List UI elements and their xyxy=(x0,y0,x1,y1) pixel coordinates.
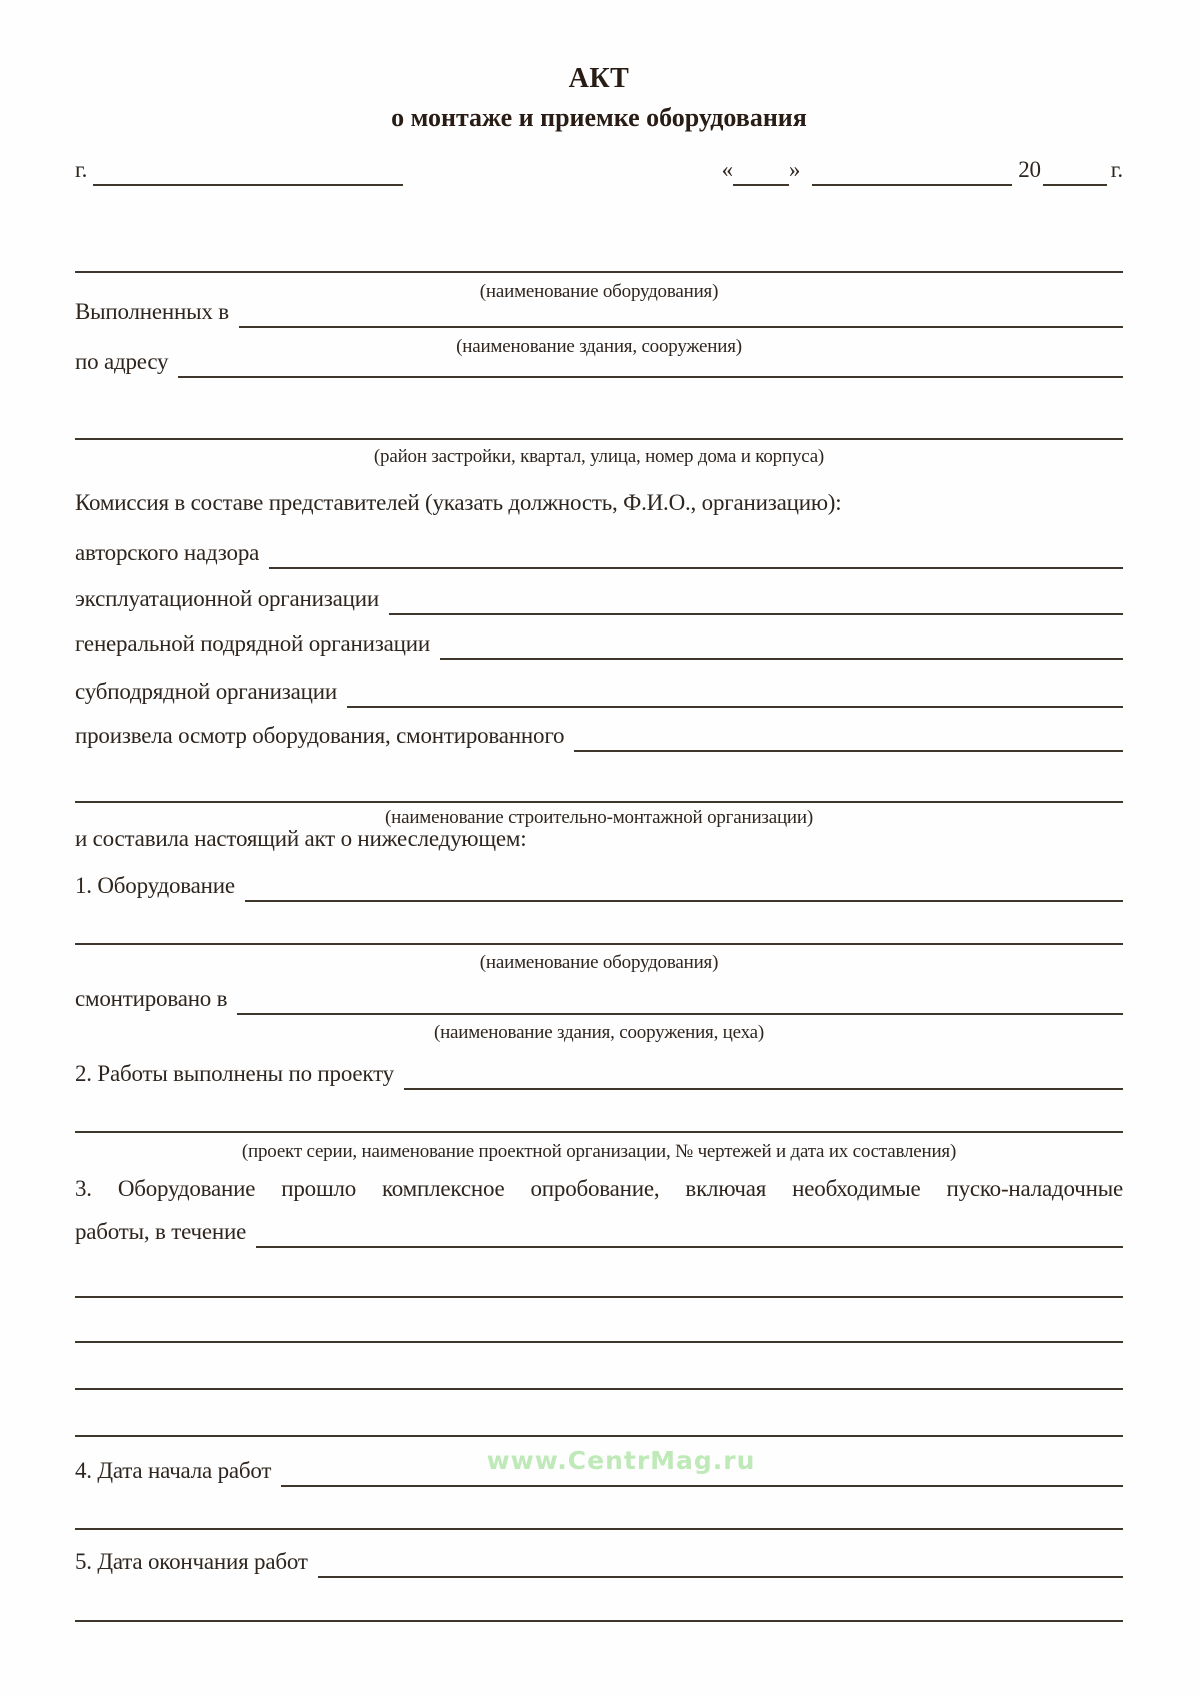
blank-end-date[interactable] xyxy=(318,1546,1123,1578)
blank-year[interactable] xyxy=(1043,154,1107,186)
author-supervision-label: авторского надзора xyxy=(75,540,260,565)
item1-row xyxy=(75,870,1123,902)
performed-in-label: Выполненных в xyxy=(75,299,229,324)
mounted-in-row xyxy=(75,983,1123,1015)
item5-label: 5. Дата окончания работ xyxy=(75,1549,308,1574)
item2-row xyxy=(75,1058,1123,1090)
quote-close: » xyxy=(788,157,801,182)
year-prefix: 20 xyxy=(1018,157,1041,182)
item2-label: 2. Работы выполнены по проекту xyxy=(75,1061,394,1086)
blank-building-name[interactable] xyxy=(239,296,1123,328)
item4-label: 4. Дата начала работ xyxy=(75,1458,272,1483)
blank-item1-equipment[interactable] xyxy=(245,870,1123,902)
general-contractor-row xyxy=(75,628,1123,660)
blank-installer-org-continued[interactable] xyxy=(75,801,1123,803)
author-supervision-row xyxy=(75,537,1123,569)
caption-district: (район застройки, квартал, улица, номер дома и корпуса) xyxy=(373,446,825,467)
blank-item1-equipment-continued[interactable] xyxy=(75,943,1123,945)
blank-duration-line-2[interactable] xyxy=(75,1296,1123,1298)
blank-author-supervision[interactable] xyxy=(269,537,1123,569)
performed-in-row xyxy=(75,296,1123,328)
city-label: г. xyxy=(75,157,88,182)
blank-address[interactable] xyxy=(178,346,1123,378)
operating-org-row xyxy=(75,583,1123,615)
inspection-label: произвела осмотр оборудования, смонтированного xyxy=(75,723,565,748)
quote-open: « xyxy=(721,157,733,182)
general-contractor-label: генеральной подрядной организации xyxy=(75,631,430,656)
blank-mounted-in[interactable] xyxy=(237,983,1123,1015)
page-subtitle: о монтаже и приемке оборудования xyxy=(391,103,807,132)
blank-duration-line-3[interactable] xyxy=(75,1341,1123,1343)
caption-installer-org: (наименование строительно-монтажной организации) xyxy=(384,807,813,828)
centrmag-watermark: www.CentrMag.ru xyxy=(486,1446,756,1475)
blank-duration[interactable] xyxy=(256,1216,1123,1248)
city-date-row xyxy=(75,154,1123,186)
item4-row xyxy=(75,1455,1123,1487)
blank-project[interactable] xyxy=(404,1058,1123,1090)
blank-duration-line-5[interactable] xyxy=(75,1435,1123,1437)
blank-duration-line-4[interactable] xyxy=(75,1388,1123,1390)
item3-text: 3. Оборудование прошло комплексное опробование, включая необходимые пуско-наладочные xyxy=(75,1176,1123,1201)
blank-equipment-name[interactable] xyxy=(75,271,1123,273)
year-suffix: г. xyxy=(1110,157,1123,182)
blank-start-date-continued[interactable] xyxy=(75,1528,1123,1530)
caption-equipment-name-2: (наименование оборудования) xyxy=(479,952,719,973)
blank-general-contractor[interactable] xyxy=(440,628,1123,660)
blank-operating-org[interactable] xyxy=(389,583,1123,615)
blank-address-continued[interactable] xyxy=(75,438,1123,440)
operating-org-label: эксплуатационной организации xyxy=(75,586,379,611)
item3-cont-label: работы, в течение xyxy=(75,1219,247,1244)
address-row xyxy=(75,346,1123,378)
act-statement: и составила настоящий акт о нижеследующем: xyxy=(75,826,527,851)
blank-end-date-continued[interactable] xyxy=(75,1620,1123,1622)
commission-intro: Комиссия в составе представителей (указать должность, Ф.И.О., организацию): xyxy=(75,490,842,515)
blank-project-continued[interactable] xyxy=(75,1131,1123,1133)
caption-building-shop: (наименование здания, сооружения, цеха) xyxy=(433,1022,765,1043)
inspection-row xyxy=(75,720,1123,752)
item1-label: 1. Оборудование xyxy=(75,873,235,898)
mounted-in-label: смонтировано в xyxy=(75,986,228,1011)
address-label: по адресу xyxy=(75,349,169,374)
item3-cont-row xyxy=(75,1216,1123,1248)
blank-city[interactable] xyxy=(93,154,403,186)
blank-subcontractor[interactable] xyxy=(347,676,1123,708)
subcontractor-label: субподрядной организации xyxy=(75,679,337,704)
subcontractor-row xyxy=(75,676,1123,708)
caption-project: (проект серии, наименование проектной организации, № чертежей и дата их составления) xyxy=(241,1141,957,1162)
blank-month[interactable] xyxy=(812,154,1012,186)
page-title: АКТ xyxy=(568,63,630,94)
blank-day[interactable] xyxy=(733,154,789,186)
caption-equipment-name: (наименование оборудования) xyxy=(479,281,719,302)
blank-start-date[interactable] xyxy=(281,1455,1123,1487)
item5-row xyxy=(75,1546,1123,1578)
caption-building-name: (наименование здания, сооружения) xyxy=(456,336,742,357)
blank-installer-org[interactable] xyxy=(574,720,1123,752)
